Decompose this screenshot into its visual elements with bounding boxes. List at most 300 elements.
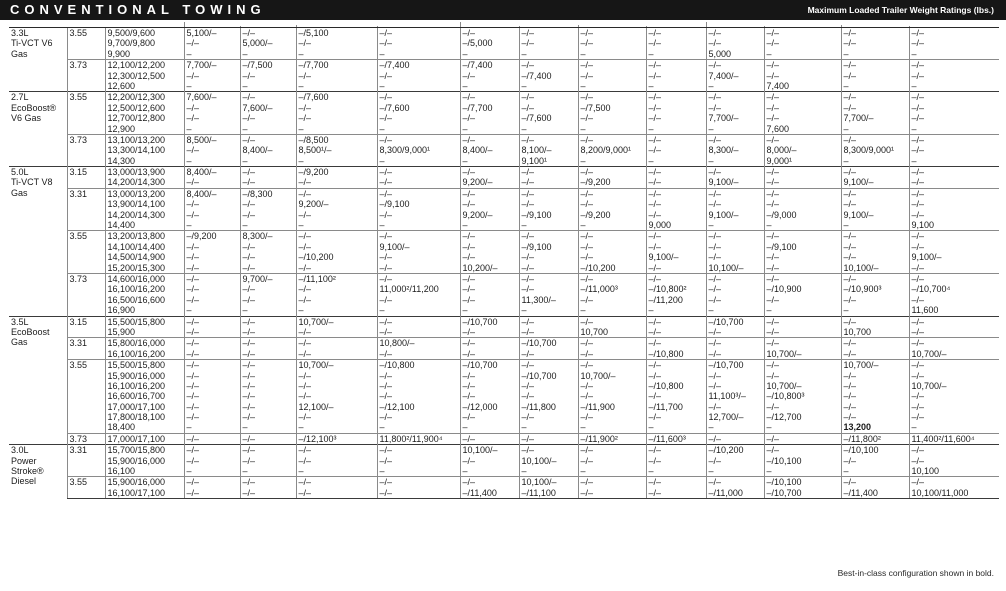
gcwr-cell	[105, 338, 184, 360]
rating-value: 8,400/–	[462, 145, 493, 156]
table-row	[9, 188, 999, 231]
engine-name: Ti-VCT V6	[11, 38, 53, 49]
rating-value: –	[379, 305, 385, 316]
rating-value: –/–	[242, 92, 256, 103]
rating-cell	[909, 338, 999, 360]
engine-name: Stroke®	[11, 466, 44, 477]
rating-value: –/–	[186, 445, 200, 456]
rating-value: –/–	[843, 92, 857, 103]
rating-value: –/–	[911, 360, 925, 371]
rating-value: –	[379, 48, 385, 59]
rating-value: –/9,100	[521, 241, 552, 252]
rating-value: –	[242, 123, 248, 134]
rating-value: –/–	[843, 241, 857, 252]
rating-value: –/9,100	[521, 209, 552, 220]
gcwr-value: 16,100/17,100	[107, 487, 166, 498]
rating-cell	[460, 477, 519, 499]
rating-value: –/–	[462, 28, 476, 38]
rating-value: –/5,000	[462, 38, 493, 49]
rating-value: –/10,100	[766, 477, 802, 488]
rating-cell	[646, 445, 706, 477]
rating-value: –/12,100³	[298, 433, 337, 444]
engine-name: 2.7L	[11, 92, 29, 103]
rating-value: –/–	[521, 177, 535, 188]
rating-cell	[841, 273, 909, 316]
rating-cell	[460, 167, 519, 189]
rating-value: 8,400/–	[186, 188, 217, 199]
rating-cell	[578, 28, 646, 60]
rating-value: –/–	[379, 113, 393, 124]
rating-cell	[296, 231, 377, 274]
rating-cell	[578, 477, 646, 499]
engine-cell	[9, 316, 67, 445]
rating-value: –/–	[379, 391, 393, 402]
rating-value: –/–	[242, 338, 256, 349]
engine-cell	[9, 28, 67, 92]
rating-value: 9,100/–	[843, 177, 874, 188]
rating-value: –/11,100²	[298, 273, 336, 284]
rating-value: –	[242, 48, 248, 59]
rating-cell	[909, 134, 999, 166]
rating-value: –/–	[242, 199, 256, 210]
rating-value: –/7,400	[521, 70, 552, 81]
rating-cell	[706, 188, 764, 231]
rating-cell	[296, 477, 377, 499]
rating-value: 9,100/–	[379, 241, 410, 252]
rating-cell	[841, 167, 909, 189]
rating-cell	[460, 92, 519, 135]
rating-value: –/–	[843, 60, 857, 71]
rating-value: –/10,700	[708, 360, 744, 371]
rating-value: –	[580, 466, 586, 477]
gcwr-value: 17,000/17,100	[107, 401, 166, 412]
rating-value: –/–	[911, 28, 925, 38]
rating-value: –/–	[648, 102, 662, 113]
gcwr-value: 16,100/16,200	[107, 348, 166, 359]
rating-value: –/–	[766, 445, 780, 456]
rating-value: –/–	[379, 188, 393, 199]
gcwr-cell	[105, 134, 184, 166]
rating-value: –/–	[242, 433, 256, 444]
rating-value: –/–	[766, 60, 780, 71]
rating-value: –/–	[242, 134, 256, 145]
rating-value: –/–	[379, 370, 393, 381]
rating-value: –/–	[766, 38, 780, 49]
rating-value: –/–	[708, 231, 722, 242]
rating-value: 10,100/11,000	[911, 487, 969, 498]
rating-value: –/7,400	[379, 60, 410, 71]
rating-value: 10,100/–	[521, 477, 557, 488]
rating-value: 11,600	[911, 305, 939, 316]
rating-value: –/–	[521, 92, 535, 103]
rating-value: –/–	[298, 487, 312, 498]
rating-value: –/10,100	[843, 445, 879, 456]
rating-value: –	[462, 123, 468, 134]
rating-value: –/–	[521, 252, 535, 263]
gcwr-value: 9,500/9,600	[107, 28, 156, 38]
gcwr-value: 16,500/16,600	[107, 294, 166, 305]
rating-value: –	[379, 466, 385, 477]
rating-value: –	[580, 155, 586, 166]
rating-value: –/–	[580, 134, 594, 145]
rating-value: –/–	[648, 231, 662, 242]
rating-value: –/–	[242, 113, 256, 124]
rating-cell	[460, 188, 519, 231]
rating-value: –/–	[708, 38, 722, 49]
rating-cell	[646, 338, 706, 360]
rating-value: –/–	[242, 380, 256, 391]
rating-value: 10,100/–	[462, 445, 498, 456]
rating-cell	[240, 92, 296, 135]
axle-ratio-cell: 3.55	[67, 231, 105, 274]
rating-value: –/7,500	[580, 102, 611, 113]
rating-value: –/–	[379, 477, 393, 488]
rating-value: –/–	[580, 477, 594, 488]
rating-cell	[764, 477, 841, 499]
rating-value: –	[580, 422, 586, 433]
rating-value: –/–	[379, 262, 393, 273]
rating-value: –/–	[843, 167, 857, 178]
rating-value: –/11,800	[521, 401, 556, 412]
table-row	[9, 338, 999, 360]
rating-cell	[764, 60, 841, 92]
rating-value: –/–	[911, 445, 925, 456]
rating-value: –	[242, 155, 248, 166]
rating-value: –	[186, 123, 192, 134]
rating-value: –	[580, 305, 586, 316]
rating-value: –/–	[379, 445, 393, 456]
table-row	[9, 28, 999, 60]
section-title: CONVENTIONAL TOWING	[10, 2, 266, 17]
rating-value: –/–	[298, 38, 312, 49]
rating-cell	[764, 338, 841, 360]
rating-value: –/–	[580, 445, 594, 456]
rating-value: –/–	[911, 316, 925, 327]
rating-value: –/–	[648, 455, 662, 466]
rating-cell	[519, 188, 578, 231]
rating-value: –/–	[462, 455, 476, 466]
rating-value: –/–	[766, 433, 780, 444]
rating-cell	[909, 273, 999, 316]
rating-value: –/–	[462, 391, 476, 402]
rating-value: –	[521, 123, 527, 134]
rating-cell	[706, 433, 764, 444]
rating-value: –	[298, 422, 304, 433]
rating-value: –/–	[462, 113, 476, 124]
rating-value: –/8,300	[242, 188, 273, 199]
rating-cell	[519, 92, 578, 135]
rating-value: –/–	[648, 477, 662, 488]
rating-value: –/–	[521, 284, 535, 295]
engine-name: 3.0L	[11, 445, 29, 456]
gcwr-value: 14,400	[107, 220, 136, 231]
gcwr-value: 16,100	[107, 466, 136, 477]
gcwr-value: 16,600/16,700	[107, 391, 166, 402]
rating-cell	[240, 231, 296, 274]
rating-cell	[841, 28, 909, 60]
gcwr-value: 15,800/16,000	[107, 338, 166, 349]
rating-cell	[841, 445, 909, 477]
rating-value: –	[298, 80, 304, 91]
rating-value: –/–	[186, 326, 200, 337]
rating-value: –/–	[708, 60, 722, 71]
footnote: Best-in-class configuration shown in bold.	[837, 568, 994, 578]
engine-name: EcoBoost®	[11, 102, 57, 113]
rating-value: –/–	[379, 326, 393, 337]
rating-value: –/–	[379, 70, 393, 81]
rating-value: –/–	[298, 113, 312, 124]
rating-cell	[296, 360, 377, 434]
rating-value: –	[186, 422, 192, 433]
rating-value: –/–	[766, 199, 780, 210]
rating-cell	[519, 167, 578, 189]
rating-value: –/–	[186, 102, 200, 113]
rating-value: –/–	[843, 455, 857, 466]
rating-value: –/–	[580, 231, 594, 242]
rating-value: –/–	[186, 209, 200, 220]
rating-cell	[240, 477, 296, 499]
rating-value: –/–	[462, 294, 476, 305]
rating-value: –/–	[242, 326, 256, 337]
rating-value: –/–	[242, 348, 256, 359]
axle-ratio-cell: 3.31	[67, 188, 105, 231]
rating-value: –/–	[298, 338, 312, 349]
rating-value: –/–	[766, 102, 780, 113]
rating-value: –/11,600³	[648, 433, 686, 444]
rating-value: –/–	[186, 401, 200, 412]
rating-cell	[460, 433, 519, 444]
rating-value: –/–	[648, 241, 662, 252]
rating-value: –/5,100	[298, 28, 329, 38]
rating-value: –/9,100	[379, 199, 410, 210]
rating-value: 9,100/–	[911, 252, 942, 263]
rating-value: –	[521, 80, 527, 91]
rating-value: 9,100¹	[521, 155, 548, 166]
rating-cell	[377, 188, 460, 231]
rating-value: –	[379, 422, 385, 433]
rating-value: 7,600/–	[186, 92, 217, 103]
rating-value: 7,600	[766, 123, 790, 134]
rating-value: –/–	[462, 284, 476, 295]
rating-value: 9,100/–	[708, 177, 739, 188]
gcwr-value: 14,200/14,300	[107, 177, 166, 188]
rating-value: –/–	[708, 370, 722, 381]
rating-value: –/–	[186, 294, 200, 305]
rating-value: –/–	[462, 70, 476, 81]
rating-cell	[377, 360, 460, 434]
rating-cell	[296, 167, 377, 189]
rating-value: –/–	[521, 445, 535, 456]
rating-value: –/–	[766, 294, 780, 305]
rating-value: –/9,200	[298, 167, 329, 178]
rating-cell	[240, 338, 296, 360]
rating-value: –/–	[521, 231, 535, 242]
rating-value: 11,100³/–	[708, 391, 746, 402]
rating-value: –/–	[911, 113, 925, 124]
rating-value: –/–	[911, 199, 925, 210]
rating-value: –/–	[521, 38, 535, 49]
gcwr-value: 12,200/12,300	[107, 92, 166, 103]
rating-cell	[377, 445, 460, 477]
rating-value: –/–	[648, 60, 662, 71]
rating-value: –	[911, 123, 917, 134]
rating-value: –/10,700	[521, 370, 557, 381]
rating-cell	[764, 28, 841, 60]
rating-value: –/10,800	[648, 380, 684, 391]
rating-value: 10,700/–	[298, 360, 334, 371]
rating-value: –/–	[242, 360, 256, 371]
rating-cell	[184, 445, 240, 477]
rating-value: –/–	[648, 70, 662, 81]
gcwr-cell	[105, 231, 184, 274]
gcwr-value: 12,300/12,500	[107, 70, 166, 81]
rating-value: –	[186, 305, 192, 316]
rating-cell	[240, 433, 296, 444]
gcwr-value: 15,500/15,800	[107, 360, 166, 371]
rating-value: –/10,100	[766, 455, 802, 466]
rating-value: –/–	[379, 209, 393, 220]
rating-cell	[841, 60, 909, 92]
rating-cell	[646, 28, 706, 60]
rating-value: –	[298, 220, 304, 231]
rating-value: –	[911, 80, 917, 91]
rating-value: –/–	[186, 113, 200, 124]
rating-value: 10,700/–	[766, 348, 802, 359]
rating-value: 9,200/–	[462, 209, 493, 220]
rating-value: –/–	[580, 380, 594, 391]
rating-cell	[240, 445, 296, 477]
gcwr-value: 12,600	[107, 80, 136, 91]
rating-value: –/–	[708, 455, 722, 466]
rating-value: –/–	[379, 177, 393, 188]
rating-value: –/–	[521, 412, 535, 423]
rating-cell	[519, 433, 578, 444]
rating-value: –/–	[580, 348, 594, 359]
rating-value: 9,700/–	[242, 273, 273, 284]
rating-cell	[296, 92, 377, 135]
table-row	[9, 134, 999, 166]
rating-cell	[184, 338, 240, 360]
rating-cell	[578, 92, 646, 135]
rating-value: 10,700	[580, 326, 609, 337]
gcwr-value: 13,200/13,800	[107, 231, 166, 242]
rating-value: –/–	[648, 28, 662, 38]
rating-cell	[184, 477, 240, 499]
rating-value: –	[648, 155, 654, 166]
rating-value: –/–	[648, 338, 662, 349]
rating-value: –/–	[462, 134, 476, 145]
rating-value: –/10,700	[462, 360, 498, 371]
rating-cell	[841, 338, 909, 360]
axle-ratio-cell: 3.55	[67, 92, 105, 135]
rating-value: –/10,700	[708, 316, 744, 327]
gcwr-cell	[105, 477, 184, 499]
rating-value: –/–	[298, 348, 312, 359]
rating-value: –/–	[766, 338, 780, 349]
rating-value: –	[766, 48, 772, 59]
axle-ratio-cell: 3.55	[67, 28, 105, 60]
rating-value: –	[648, 466, 654, 477]
engine-name: 3.5L	[11, 316, 29, 327]
rating-value: 10,700/–	[911, 380, 947, 391]
rating-value: –/–	[580, 360, 594, 371]
rating-value: –/–	[242, 209, 256, 220]
rating-value: –/–	[708, 401, 722, 412]
rating-value: –/10,800²	[648, 284, 687, 295]
rating-value: 7,700/–	[708, 113, 739, 124]
gcwr-value: 14,200/14,300	[107, 209, 166, 220]
rating-cell	[377, 134, 460, 166]
rating-cell	[706, 231, 764, 274]
rating-value: 11,000²/11,200	[379, 284, 439, 295]
rating-cell	[519, 273, 578, 316]
rating-value: 9,200/–	[298, 199, 329, 210]
rating-value: –/–	[242, 477, 256, 488]
rating-value: –/–	[580, 316, 594, 327]
rating-value: –/–	[843, 188, 857, 199]
rating-value: –/–	[911, 177, 925, 188]
rating-value: –/–	[580, 28, 594, 38]
rating-value: –/–	[766, 167, 780, 178]
rating-cell	[706, 60, 764, 92]
rating-value: –	[242, 422, 248, 433]
rating-value: –/–	[648, 273, 662, 284]
table-subtitle: Maximum Loaded Trailer Weight Ratings (lbs.)	[807, 5, 994, 15]
rating-value: –/–	[379, 231, 393, 242]
gcwr-value: 13,300/14,100	[107, 145, 166, 156]
gcwr-value: 13,100/13,200	[107, 134, 166, 145]
rating-value: –/–	[766, 177, 780, 188]
rating-value: –/–	[911, 209, 925, 220]
gcwr-cell	[105, 360, 184, 434]
rating-value: –/10,800	[648, 348, 684, 359]
rating-value: –/–	[580, 412, 594, 423]
rating-value: –	[462, 80, 468, 91]
rating-cell	[184, 360, 240, 434]
rating-value: –/–	[580, 70, 594, 81]
rating-value: –/7,700	[462, 102, 493, 113]
section-header-bar	[0, 0, 1006, 20]
rating-value: –/10,200	[298, 252, 334, 263]
engine-cell	[9, 445, 67, 499]
gcwr-value: 9,700/9,800	[107, 38, 156, 49]
rating-value: –/–	[521, 60, 535, 71]
rating-value: –/–	[186, 370, 200, 381]
rating-value: –	[580, 123, 586, 134]
rating-value: –/–	[708, 380, 722, 391]
rating-cell	[460, 60, 519, 92]
rating-value: –/–	[186, 70, 200, 81]
rating-value: –/–	[242, 412, 256, 423]
rating-cell	[578, 273, 646, 316]
gcwr-value: 14,300	[107, 155, 136, 166]
rating-cell	[184, 60, 240, 92]
rating-value: –/–	[298, 294, 312, 305]
rating-value: –/–	[186, 284, 200, 295]
rating-value: –/–	[766, 70, 780, 81]
rating-value: –/–	[379, 28, 393, 38]
gcwr-value: 18,400	[107, 422, 136, 433]
rating-value: –	[708, 80, 714, 91]
rating-value: 9,100/–	[843, 209, 874, 220]
rating-value: –	[911, 155, 917, 166]
rating-value: 5,000	[708, 48, 732, 59]
rating-cell	[646, 477, 706, 499]
engine-name: Power	[11, 455, 37, 466]
rating-value: –/7,600	[521, 113, 552, 124]
rating-value: –/8,500	[298, 134, 329, 145]
rating-value: –/–	[648, 134, 662, 145]
